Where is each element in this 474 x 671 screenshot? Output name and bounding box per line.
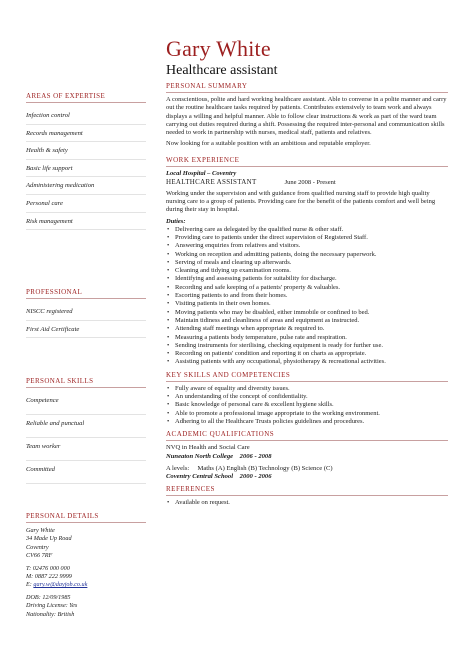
driving-license: Driving License: Yes: [26, 602, 78, 610]
qualification-school-row: [166, 453, 448, 461]
qualification-alevels-row: [166, 465, 448, 473]
references-list: [166, 499, 448, 507]
candidate-name: Gary White: [166, 36, 271, 61]
list-item: • An understanding of the concept of confidentiality.: [166, 393, 448, 401]
candidate-role: Healthcare assistant: [166, 63, 278, 78]
job-description: Working under the supervision and with guidance from qualified nursing staff to provide high quality nursing care to a group of patients. Providing care for the benefit of the patients comfort and well being during their stay in hospital.: [166, 189, 436, 214]
expertise-section: [26, 92, 146, 230]
list-item: • Sending instruments for sterilising, checking equipment is ready for further use.: [166, 342, 448, 350]
list-item: • Providing care to patients under the direct supervision of Registered Staff.: [166, 234, 448, 242]
list-item: • Measuring a patients body temperature, pulse rate and respiration.: [166, 334, 448, 342]
qualification-school: Coventry Central School: [166, 473, 234, 481]
summary-goal: Now looking for a suitable position with an ambitious and reputable employer.: [166, 140, 371, 148]
references-heading: REFERENCES: [166, 485, 448, 496]
list-item: • Visiting patients in their own homes.: [166, 300, 448, 308]
employer: Local Hospital – Coventry: [166, 169, 237, 177]
address-line: 34 Made Up Road: [26, 535, 72, 543]
personal-skill-item: Competence: [26, 392, 146, 415]
list-item: • Available on request.: [166, 499, 448, 507]
work-heading: WORK EXPERIENCE: [166, 156, 448, 167]
list-item: • Delivering care as delegated by the qualified nurse & other staff.: [166, 226, 448, 234]
professional-section: [26, 288, 146, 338]
qualification-school-row: [166, 473, 448, 481]
qualification-title: NVQ in Health and Social Care: [166, 444, 250, 452]
personal-details-section: [26, 512, 146, 619]
list-item: • Identifying and assessing patients for suitability for discharge.: [166, 275, 448, 283]
list-item: • Basic knowledge of personal care & excellent hygiene skills.: [166, 401, 448, 409]
expertise-item: Personal care: [26, 195, 146, 213]
duties-label: Duties:: [166, 217, 186, 225]
date-of-birth: DOB: 12/09/1985: [26, 593, 71, 601]
expertise-heading: AREAS OF EXPERTISE: [26, 92, 146, 103]
skills-list: [166, 385, 448, 426]
list-item: • Moving patients who may be disabled, either immobile or confined to bed.: [166, 309, 448, 317]
nationality: Nationality: British: [26, 610, 75, 618]
job-title-row: [166, 178, 448, 186]
alevels-label: A levels:: [166, 464, 190, 472]
summary-paragraph: A conscientious, polite and hard working healthcare assistant. Able to converse in a polite manner and carry out the routine healthcare tasks required by patients. Contributes extensively to team work and always displays a willing and helpful manner. Able to follow clear instructions & work as part of the ward team carrying out duties required during a shift. Possessing the required inter-personal and communication skills needed to work in partnership with nurses, medical staff, patients and relatives.: [166, 96, 447, 137]
expertise-item: Basic life support: [26, 160, 146, 178]
professional-item: NISCC registered: [26, 303, 146, 321]
phone-mobile: M: 0887 222 9999: [26, 573, 72, 581]
address-line: Coventry: [26, 543, 49, 551]
list-item: • Cleaning and tidying up examination rooms.: [166, 267, 448, 275]
list-item: • Escorting patients to and from their homes.: [166, 292, 448, 300]
list-item: • Recording and safe keeping of a patients' property & valuables.: [166, 284, 448, 292]
address-line: CV66 7RF: [26, 552, 53, 560]
expertise-item: Administering medication: [26, 177, 146, 195]
expertise-item: Risk management: [26, 213, 146, 231]
summary-heading: PERSONAL SUMMARY: [166, 82, 448, 93]
list-item: • Attending staff meetings when appropriate & required to.: [166, 325, 448, 333]
address-line: Gary White: [26, 527, 55, 534]
list-item: • Recording on patients' condition and reporting it on charts as appropriate.: [166, 350, 448, 358]
personal-skills-section: [26, 377, 146, 484]
right-column: [166, 82, 448, 508]
qualification-years: 2000 - 2006: [239, 473, 272, 481]
list-item: • Assisting patients with any occupational, physiotherapy & recreational activities.: [166, 358, 448, 366]
job-dates: June 2008 - Present: [284, 178, 336, 186]
professional-item: First Aid Certificate: [26, 321, 146, 339]
list-item: • Fully aware of equality and diversity issues.: [166, 385, 448, 393]
email-prefix: E:: [26, 581, 34, 589]
expertise-item: Health & safety: [26, 142, 146, 160]
duties-list: [166, 226, 448, 367]
phone-landline: T: 02476 000 000: [26, 564, 70, 572]
personal-details-heading: PERSONAL DETAILS: [26, 512, 146, 523]
job-title: HEALTHCARE ASSISTANT: [166, 177, 257, 186]
personal-skill-item: Committed: [26, 461, 146, 484]
email-line: [26, 581, 146, 589]
personal-skill-item: Team worker: [26, 438, 146, 461]
list-item: • Serving of meals and clearing up afterwards.: [166, 259, 448, 267]
personal-skill-item: Reliable and punctual: [26, 415, 146, 438]
skills-heading: KEY SKILLS AND COMPETENCIES: [166, 371, 448, 382]
list-item: • Working on reception and admitting patients, doing the necessary paperwork.: [166, 251, 448, 259]
email-link[interactable]: gary.w@dayjob.co.uk: [33, 581, 88, 589]
qualification-school: Nuneaton North College: [166, 452, 234, 460]
list-item: • Answering enquiries from relatives and visitors.: [166, 242, 448, 250]
qualification-years: 2006 - 2008: [239, 452, 272, 460]
personal-skills-heading: PERSONAL SKILLS: [26, 377, 146, 388]
alevels-subjects: Maths (A) English (B) Technology (B) Science (C): [197, 464, 333, 472]
list-item: • Maintain tidiness and cleanliness of areas and equipment as instructed.: [166, 317, 448, 325]
professional-heading: PROFESSIONAL: [26, 288, 146, 299]
expertise-item: Records management: [26, 125, 146, 143]
list-item: • Adhering to all the Healthcare Trusts policies guidelines and procedures.: [166, 418, 448, 426]
list-item: • Able to promote a professional image appropriate to the working environment.: [166, 410, 448, 418]
qualifications-heading: ACADEMIC QUALIFICATIONS: [166, 430, 448, 441]
expertise-item: Infection control: [26, 107, 146, 125]
